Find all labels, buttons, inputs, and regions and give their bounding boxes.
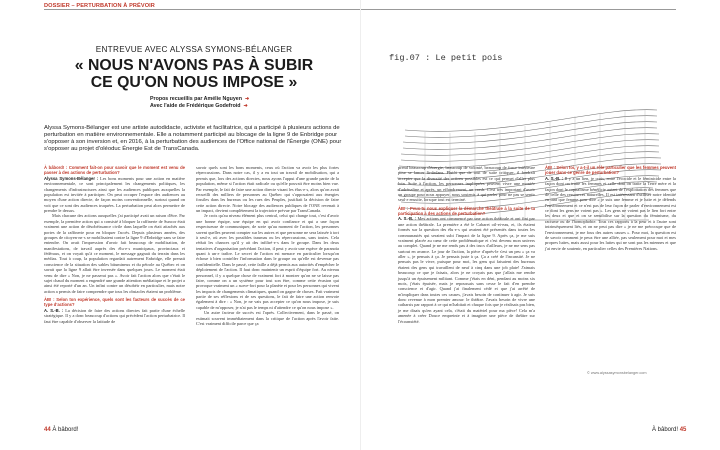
- speaker: A. S.-B. :: [398, 216, 417, 222]
- answer-text: Il y a un lien, je crois, entre l'écocide et le féminicide entre la façon dont on traite les femmes et celle dont on traite la Terre mère et la façon dont le capitalisme bénéficie autant de l'exploitation des femmes que de celle des ressources naturelles. Il est intéressant d'utiliser notre identité en tant que femme pour dire « je suis une femme et je lutte et je défends l'environnement et ce n'est pas de leur façon de parler d'environnement est ce dont les gens ne voient pas ». Les gens ne voient pas le lien fort entre les deux et que et on se sensibilise sur la question du féminisme, du racisme ou de l'homophobie. Tous ces rapports à la peur et à l'autre sont intrinsèquement liés, et on ne peut pas dire « je ne me préoccupe que de l'environnement, je me fous des autres causes ». Pour moi, la question est de savoir comment je peux être une alliée, pas seulement pour moi et mes propres luttes, mais aussi pour les luttes qui ne sont pas les miennes et que j'ai envie de soutenir, en particulier celles des Premières Nations.: [545, 175, 676, 251]
- question: À bâbord! : Comment fait-on pour savoir que le moment est venu de passer à des actions de perturbation?: [44, 165, 185, 176]
- footer-right: [652, 427, 686, 433]
- title-line-2: CE QU'ON NOUS IMPOSE »: [90, 73, 298, 91]
- column-4: [545, 165, 676, 251]
- publication-name: À bâbord!: [52, 427, 79, 433]
- section-header: DOSSIER – PERTURBATION À PRÉVOIR: [44, 3, 155, 9]
- figure-label: fig.07 : Le petit pois: [389, 53, 503, 63]
- question: ÀB! : Selon ton expérience, quels sont les facteurs de succès de ce type d'actions?: [44, 297, 185, 308]
- credits: [150, 96, 249, 111]
- paragraph: Mais chacune des actions auxquelles j'ai participé avait un raison d'être. Par exemple, la première action qui a consisté à bloquer la raffinerie de Suncor était vraiment une action de désobéissance civile dans laquelle on était attachés aux portes de la raffinerie pour en bloquer l'accès. Depuis plusieurs années, des groupes de citoyen·ne·s se mobilisaient contre la ligne 9 d'Enbridge sans se faire entendre. On avait l'impression d'avoir fait beaucoup de mobilisation, de manifestations, de travail auprès des élu·e·s municipaux, provinciaux et fédéraux, et on voyait qu'à ce moment, le message gagnait du terrain dans les médias. Tout à coup, la population regardait autrement Enbridge, elle prenait conscience de la situation des sables bitumineux et du pétrole au Québec et on savait que la ligne 9 allait être inversée dans quelques jours. Le moment était venu de dire « Non, je ne passerai pas ». Avoir fait l'action alors que c'était le sujet chaud du moment a engendré une grande attention médiatique et le projet a ainsi été reporté d'un an. Un infini contre un désobéir en particulier, mais notre action a permis de faire comprendre que tous les obstacles étaient un problème.: [44, 213, 185, 294]
- column-3: [398, 165, 535, 324]
- question: ÀB! : Peux-tu nous expliquer la démarche théâtrale à la suite de ta participation à des actions de perturbation?: [398, 205, 535, 216]
- figure-footnote: © www.alyssasymonsbelanger.com: [587, 371, 647, 375]
- paragraph: Un autre facteur de succès est l'après. Collectivement, dans le passé, on estimait souvent immédiatement dans la critique de l'action après l'avoir faite. C'est vraiment difficile parce que ça: [196, 310, 339, 326]
- answer-text: La décision de faire des actions directes fait partie d'une échelle stratégique. Il y a donc beaucoup d'actions qui précèdent l'action perturbatrice. Il faut être capable d'observer la latitude de: [44, 307, 185, 324]
- speaker: A. S.-B. :: [545, 175, 564, 181]
- credit-1: Propos recueillis par Amélie Nguyen: [150, 96, 242, 102]
- credit-row-1: [150, 96, 249, 103]
- speaker: A. S.-B. :: [44, 307, 64, 313]
- arrow-icon: ➜: [243, 103, 248, 110]
- credit-2: Avec l'aide de Frédérique Godefroid: [150, 103, 241, 110]
- speaker: Alyssa Symons-Bélanger :: [44, 175, 99, 181]
- page-number: 44: [44, 427, 51, 433]
- paragraph: prend beaucoup d'énergie, beaucoup de volonté, beaucoup de force intérieure pour se lancer là-dedans. Plutôt que de tout de suite critiquer, il faudrait accepter que la diversité des actions possibles est ce qui permet d'aller plus loin. Suite à l'action, les personnes impliquées peuvent vivre une montée d'adrénaline et après, un effondrement, un crash. C'est très important d'avoir un groupe pour nous appuyer, nous soutenir, à qui parler pour ne pas se sentir seul·e ensuite, lorsque tout est terminé.: [398, 165, 535, 203]
- article-kicker: ENTREVUE AVEC ALYSSA SYMONS-BÉLANGER: [95, 45, 293, 54]
- column-1: [44, 165, 185, 324]
- answer-text: Mes actions ont commencé par une action théâtrale et ont fini par une action théâtrale. La première a été le Cabaret oil-et-eau, et, ils étaient formés sur la question des élu·e·s qui avaient été présentés dans toutes les communautés qui seraient subi l'impact de la ligne 9. Après ça, je me suis vraiment placée au cœur de cette problématique et c'est devenu mon univers au complet. Quand je ne me rends pas à des trucs d'ailleurs, je ne me sens pas surtout en avance. Le jour de l'action, la pièce d'après-le s'est un peu « ça va aller », je pensais à ça. Je pensais juste à ça. Ça a créé de l'incansité. Je ne pensais pas le vivre, puisque pour moi, les gens qui faisaient des bureaux étaient des gens qui travaillent de neuf à cinq dans une job plate! J'aimais beaucoup ce que je faisais, alors je ne croyais pas que j'allais me rendre jusqu'à un épuisement militant. Comme j'étais en déni, pendant au moins six mois, j'étais épuisée, mais je repoussais sans cesse le fait d'en prendre conscience et d'agir. Quand j'ai finalement cédé et que j'ai arrêté de m'impliquer dans toutes ces causes, j'avais besoin de continuer à agir. Je suis donc revenue à mon premier amour: le théâtre. J'avais besoin de vivre une catharsis par rapport à ce qui m'habitait et chaque fois que je réalisais pas bien, je me disais qu'en ayant cela, c'était du matériel pour ma pièce! Cela m'a amenée à créer Douce empreinte et à imaginer une pièce de théâtre sur l'écoanxiété.: [398, 216, 535, 324]
- paragraph: savoir quels sont les bons moments, ceux où l'action va avoir les plus fortes répercussions. Dans notre cas, il y a eu tout un travail de mobilisation, qui a permis que, lors des actions directes, nous ayons l'appui d'une grande partie de la population, même si l'action était radicale ou qu'elle pouvait être moins bien vue. Par exemple, le fait de faire une action directe visant les élus·e·s, alors qu'on avait recueilli des milliers de personnes au Québec qui s'opposaient aux énergies fossiles dans les bureaux ou les rues des Peuples, justifiait la décision de faire cette action directe. Notre blocage des audiences publiques de l'ONE revenait à un impact, devient complètement la trajectoire prévue par TransCanada.: [196, 165, 339, 213]
- footer-left: [44, 427, 78, 433]
- article-title: [44, 58, 344, 91]
- credit-row-2: [150, 103, 249, 110]
- publication-name: À bâbord!: [652, 427, 679, 433]
- page-number: 45: [679, 427, 687, 433]
- question: ÀB! : Selon toi, y a-t-il un rôle particulier que les femmes peuvent jouer dans ce genre de perturbation?: [545, 165, 676, 176]
- answer-text: Les bons moments pour une action en matière environnementale, ce sont principalement les changements politiques, les changements d'infrastructures ainsi que les audiences publiques auxquelles la population est invitée à participer. On peut occuper l'espace des audiences au moyen d'une action directe, de façon moins conventionnelle, surtout quand on voit que ce sont des audiences truquées. La perturbation peut alors permettre de prendre le dessus.: [44, 175, 185, 213]
- column-2: [196, 165, 339, 326]
- page-gutter: [360, 0, 361, 450]
- arrow-icon: ➜: [244, 96, 250, 102]
- title-line-1: « NOUS N'AVONS PAS À SUBIR: [74, 57, 314, 74]
- article-intro: Alyssa Symons-Bélanger est une artiste autodidacte, activiste et facilitatrice, qui a participé à plusieurs actions de perturbation en matière environnementale. Elle a notamment participé au blocage de la ligne 9 de Enbridge pour s'opposer à son inversion et, en 2016, à la perturbation des audiences de l'Office national de l'Énergie (ONE) pour s'opposer au projet d'oléoduc Énergie Est de TransCanada.: [44, 125, 342, 152]
- paragraph: Je crois qu'au niveau élément plus central, celui qui change tout, c'est d'avoir une bonne équipe, une équipe en qui avoir confiance et qui a une façon respectueuse de communiquer, de sorte qu'au moment de l'action, les personnes savent quelles peuvent compter sur les autres et que personne ne sera laissée à tort à seul·e, où avec les possibles traumas ou les répercussions, sans toutes. Cela réduit les chances qu'il y ait des infiltré·e·s dans le groupe. Dans les deux tentatives d'organisation précédant l'action, il peut y avoir une espèce de paranoïa quant à un·e traître. Le secret de l'action est menace en particulier lorsqu'on échoue à bien contrôler l'information dans le groupe ou qu'elle est devenue pas confidentielle. Dans le passé, cette faille a déjà permis aux autorités d'empêcher le déploiement de l'action. Il faut donc maintenir un esprit d'équipe fort. Au niveau personnel, il y a quelque chose de vraiment fort à montrer qu'on ne se laisse pas faire, comme on a un système pour tout son être, comme cette évasion qui provoque vraiment un « surve-fort pour la planète et pour les personnes qui vivent les impacts de changements climatiques, quand on gagne de choses. Fait vraiment partie de ses réflexions et de ses questions, le fait de faire une action renvoie également à dire : « Non, je ne vais pas accepter ce qu'on nous impose, je suis capable de m'opposer, je n'ai pas le temps ni d'attendre ce qu'on nous impose ».: [196, 213, 339, 310]
